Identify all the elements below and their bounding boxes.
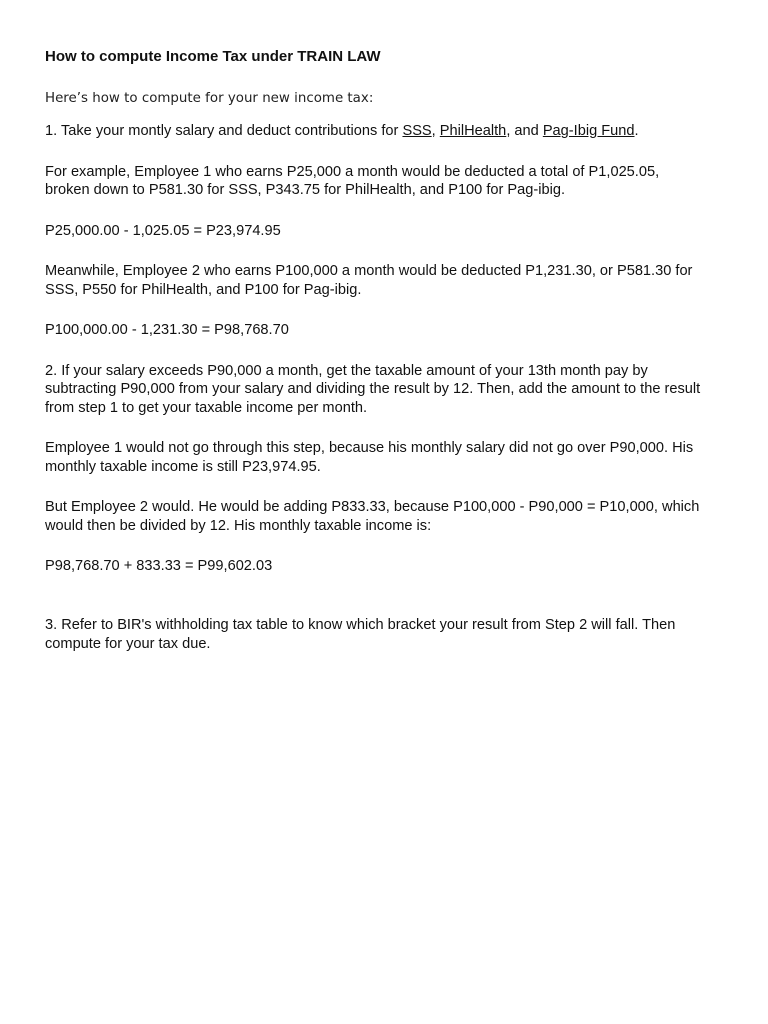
example2-line2: SSS, P550 for PhilHealth, and P100 for Pag-ibig.: [45, 282, 362, 298]
step2-line3: from step 1 to get your taxable income per month.: [45, 400, 368, 416]
pagibig-fund-link[interactable]: Pag-Ibig Fund: [542, 123, 635, 139]
intro-text: Here’s how to compute for your new income tax:: [45, 91, 374, 106]
example2-line1: Meanwhile, Employee 2 who earns P100,000 a month would be deducted P1,231.30, or P581.30 for: [45, 263, 693, 279]
step1-end: .: [634, 123, 639, 139]
calc1-line: P25,000.00 - 1,025.05 = P23,974.95: [45, 223, 281, 239]
step2-line2: subtracting P90,000 from your salary and dividing the result by 12. Then, add the amount to the result: [45, 381, 701, 397]
step1-paragraph: [45, 122, 639, 140]
step1-separator: ,: [431, 123, 440, 139]
calc2-line: P100,000.00 - 1,231.30 = P98,768.70: [45, 322, 289, 338]
employee2-note-line1: But Employee 2 would. He would be adding P833.33, because P100,000 - P90,000 = P10,000, which: [45, 499, 700, 515]
example1-line2: broken down to P581.30 for SSS, P343.75 for PhilHealth, and P100 for Pag-ibig.: [45, 182, 566, 198]
employee1-note-line2: monthly taxable income is still P23,974.95.: [45, 459, 321, 475]
step1-text: 1. Take your montly salary and deduct contributions for: [45, 123, 403, 139]
sss-link[interactable]: SSS: [402, 123, 432, 139]
example1-line1: For example, Employee 1 who earns P25,000 a month would be deducted a total of P1,025.05,: [45, 164, 660, 180]
step2-line1: 2. If your salary exceeds P90,000 a month, get the taxable amount of your 13th month pay by: [45, 363, 648, 379]
philhealth-link[interactable]: PhilHealth: [439, 123, 507, 139]
page-title: How to compute Income Tax under TRAIN LAW: [45, 48, 381, 65]
step3-line1: 3. Refer to BIR's withholding tax table to know which bracket your result from Step 2 will fall. Then: [45, 617, 676, 633]
employee2-note-line2: would then be divided by 12. His monthly taxable income is:: [45, 518, 432, 534]
step1-and: , and: [506, 123, 543, 139]
employee1-note-line1: Employee 1 would not go through this step, because his monthly salary did not go over P90,000. His: [45, 440, 694, 456]
calc3-line: P98,768.70 + 833.33 = P99,602.03: [45, 558, 273, 574]
step3-line2: compute for your tax due.: [45, 636, 211, 652]
